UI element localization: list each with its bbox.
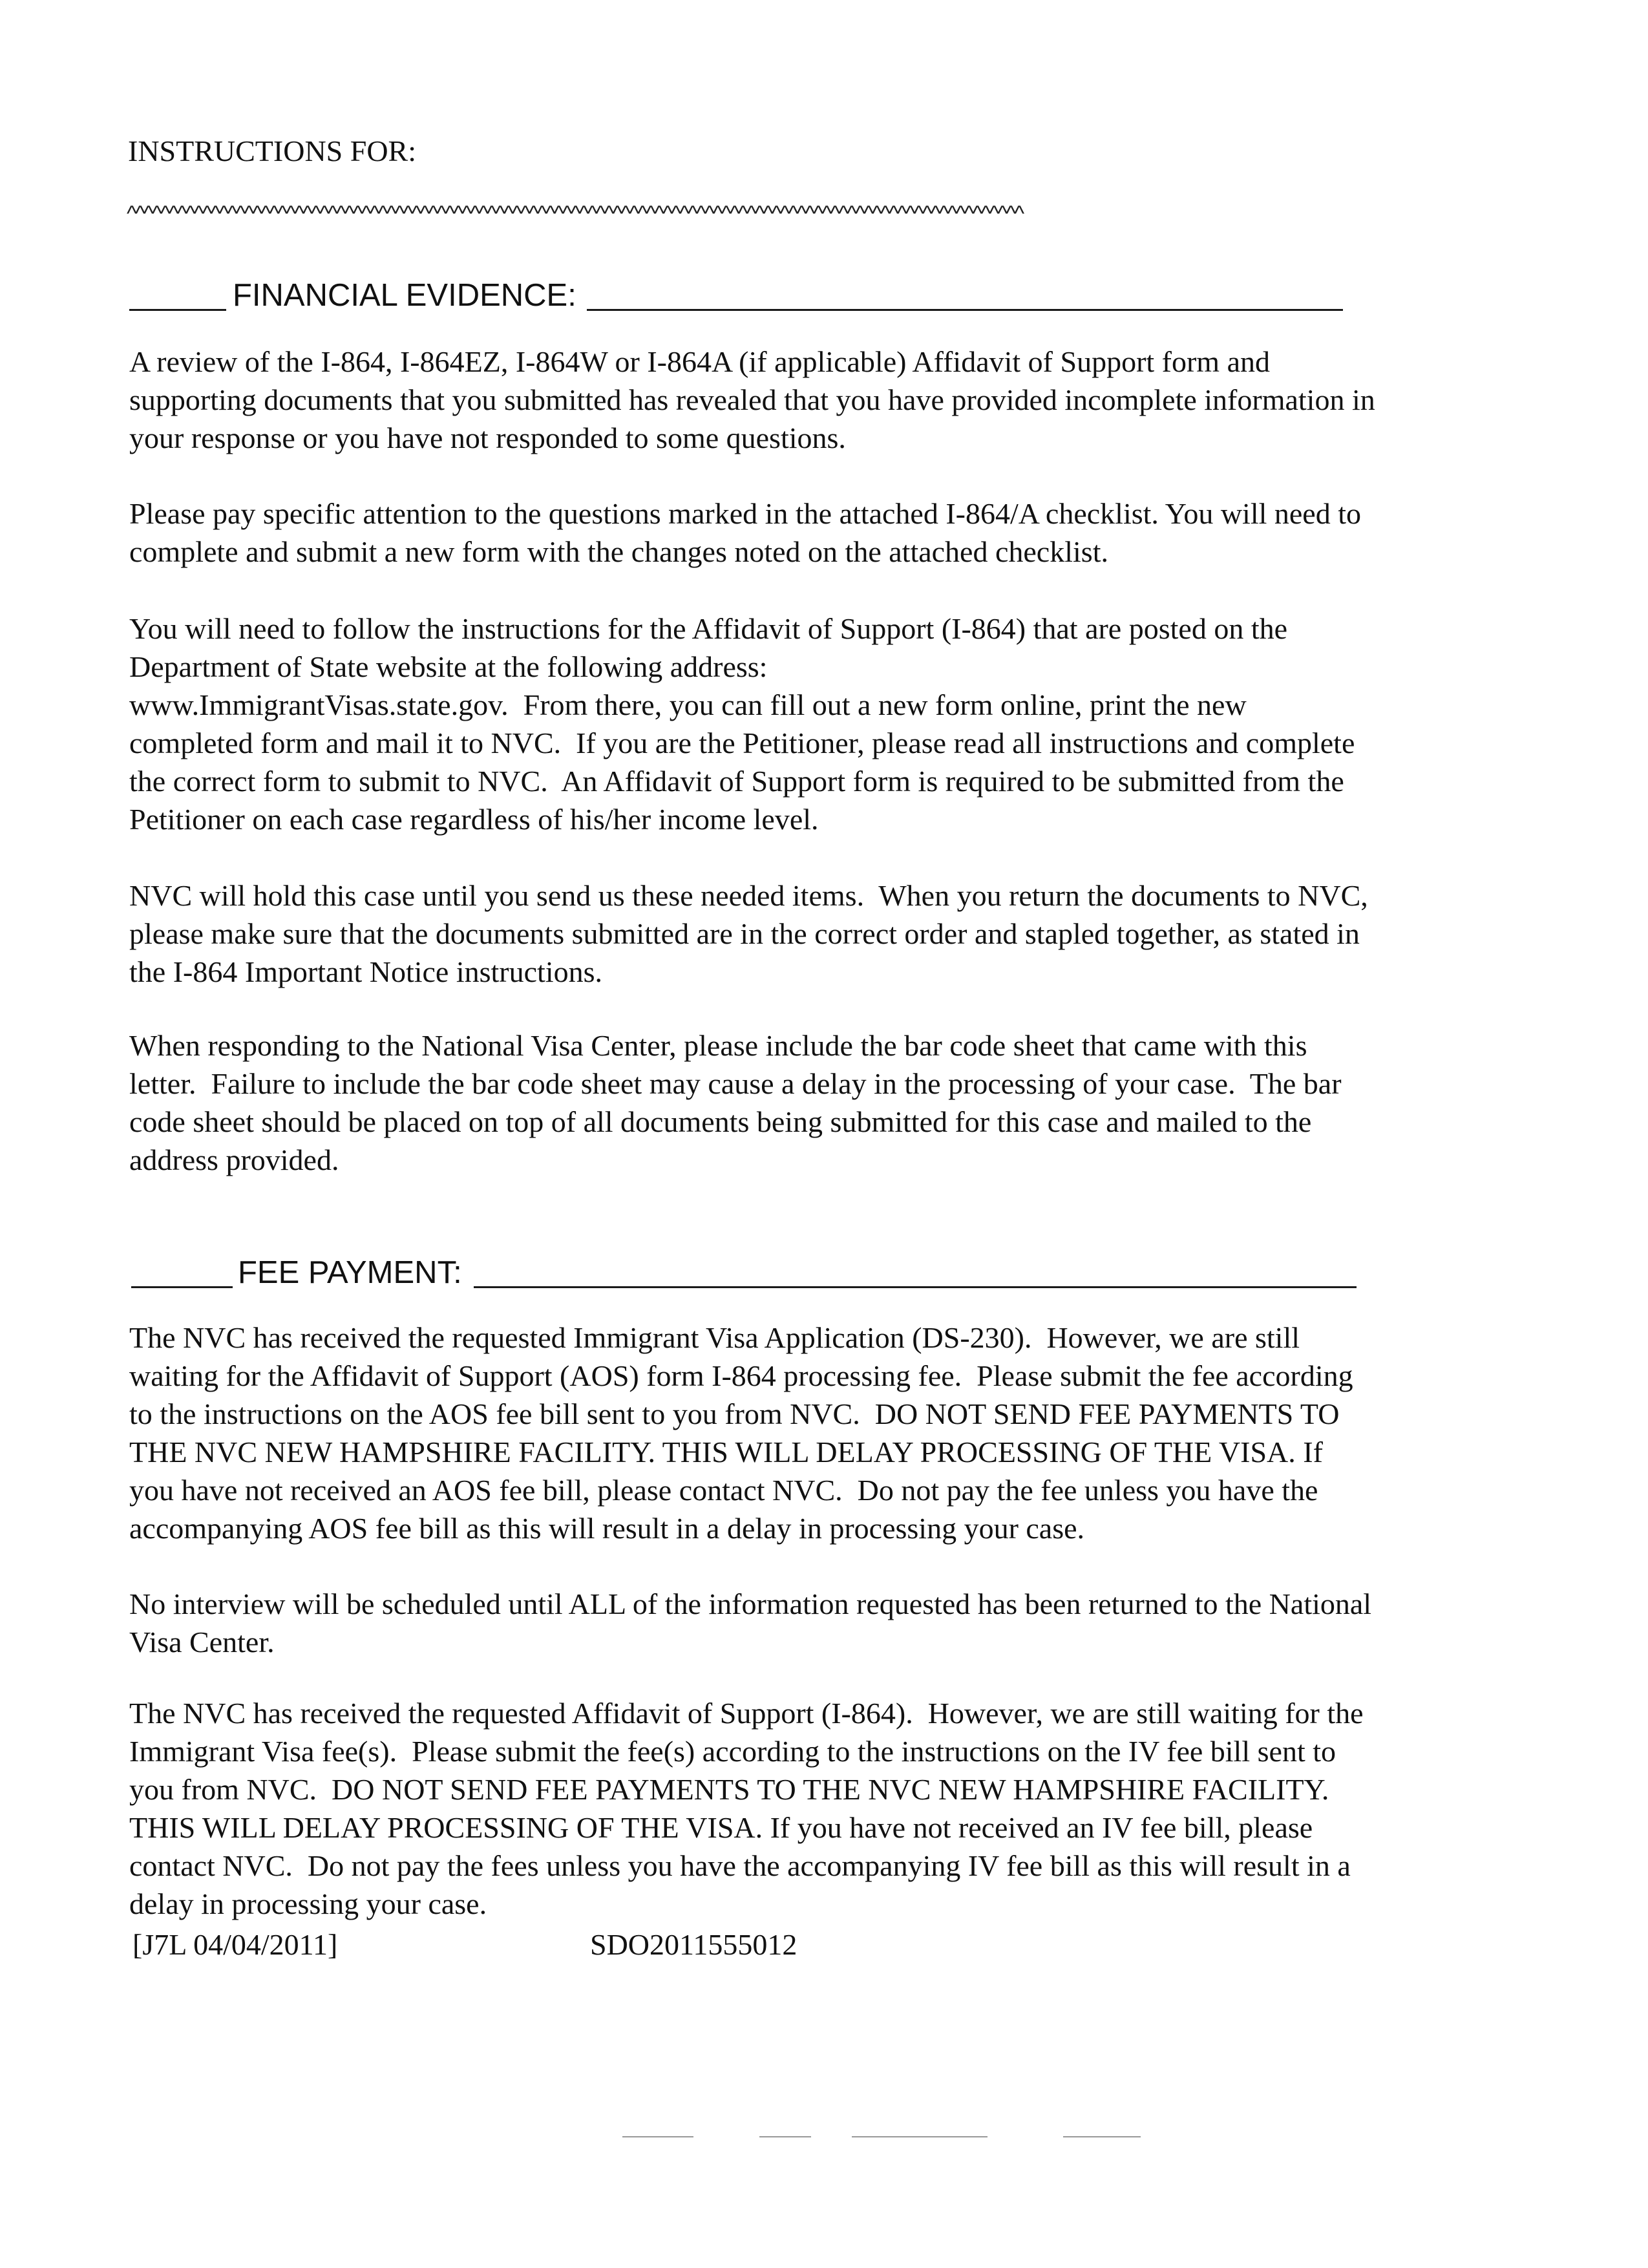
financial-paragraph-1: A review of the I-864, I-864EZ, I-864W or I-864A (if applicable) Affidavit of Support form and supporting documents that you submitted has revealed that you have provided incomplete information in your response or you have not responded to some questions. (129, 345, 1375, 454)
reference-number: SDO2011555012 (590, 1928, 798, 1961)
instructions-title: INSTRUCTIONS FOR: (128, 134, 417, 167)
scan-artifact-line (1063, 2136, 1141, 2137)
fee-paragraph-3: The NVC has received the requested Affidavit of Support (I-864). However, we are still waiting for the Immigrant Visa fee(s). Please submit the fee(s) according to the instructions on the IV fee bill sent to you from NVC. DO NOT SEND FEE PAYMENTS TO THE NVC NEW HAMPSHIRE FACILITY. THIS WILL DELAY PROCESSING OF THE VISA. If you have not received an IV fee bill, please contact NVC. Do not pay the fees unless you have the accompanying IV fee bill as this will result in a delay in processing your case. (129, 1697, 1364, 1920)
financial-paragraph-2: Please pay specific attention to the questions marked in the attached I-864/A checklist. You will need to complete and submit a new form with the changes noted on the attached checklist. (129, 497, 1361, 568)
scan-artifact-line (759, 2136, 811, 2137)
fee-paragraph-2: No interview will be scheduled until ALL of the information requested has been returned to the National Visa Center. (129, 1587, 1372, 1659)
checkbox-blank-financial (129, 309, 226, 311)
heading-underline-financial (587, 309, 1343, 311)
caret-separator: ^^^^^^^^^^^^^^^^^^^^^^^^^^^^^^^^^^^^^^^^^^^^^^^^^^^^^^^^^^^^^^^^^^^^^^^^^^^^^^^^^^^^^^^^^^^^^^^^^^^^^^^^^^^ (127, 202, 1023, 226)
checkbox-blank-fee (131, 1286, 233, 1288)
document-code: [J7L 04/04/2011] (132, 1928, 338, 1961)
scan-artifact-line (622, 2136, 693, 2137)
financial-evidence-heading: FINANCIAL EVIDENCE: (233, 278, 576, 313)
financial-paragraph-5: When responding to the National Visa Center, please include the bar code sheet that came with this letter. Failure to include the bar code sheet may cause a delay in the processing of your case. The bar code sheet should be placed on top of all documents being submitted for this case and mailed to the address provided. (129, 1029, 1342, 1176)
heading-underline-fee (474, 1286, 1357, 1288)
financial-paragraph-4: NVC will hold this case until you send us these needed items. When you return the documents to NVC, please make sure that the documents submitted are in the correct order and stapled together, as stated in the I-864 Important Notice instructions. (129, 879, 1368, 988)
fee-paragraph-1: The NVC has received the requested Immigrant Visa Application (DS-230). However, we are still waiting for the Affidavit of Support (AOS) form I-864 processing fee. Please submit the fee according to the instructions on the AOS fee bill sent to you from NVC. DO NOT SEND FEE PAYMENTS TO THE NVC NEW HAMPSHIRE FACILITY. THIS WILL DELAY PROCESSING OF THE VISA. If you have not received an AOS fee bill, please contact NVC. Do not pay the fee unless you have the accompanying AOS fee bill as this will result in a delay in processing your case. (129, 1321, 1353, 1545)
scan-artifact-line (852, 2136, 988, 2137)
fee-payment-heading: FEE PAYMENT: (238, 1255, 462, 1290)
financial-paragraph-3: You will need to follow the instructions for the Affidavit of Support (I-864) that are posted on the Department of State website at the following address: www.ImmigrantVisas.state.gov. From there, you can fill out a new form online, print the new completed form and mail it to NVC. If you are the Petitioner, please read all instructions and complete the correct form to submit to NVC. An Affidavit of Support form is required to be submitted from the Petitioner on each case regardless of his/her income level. (129, 612, 1355, 836)
